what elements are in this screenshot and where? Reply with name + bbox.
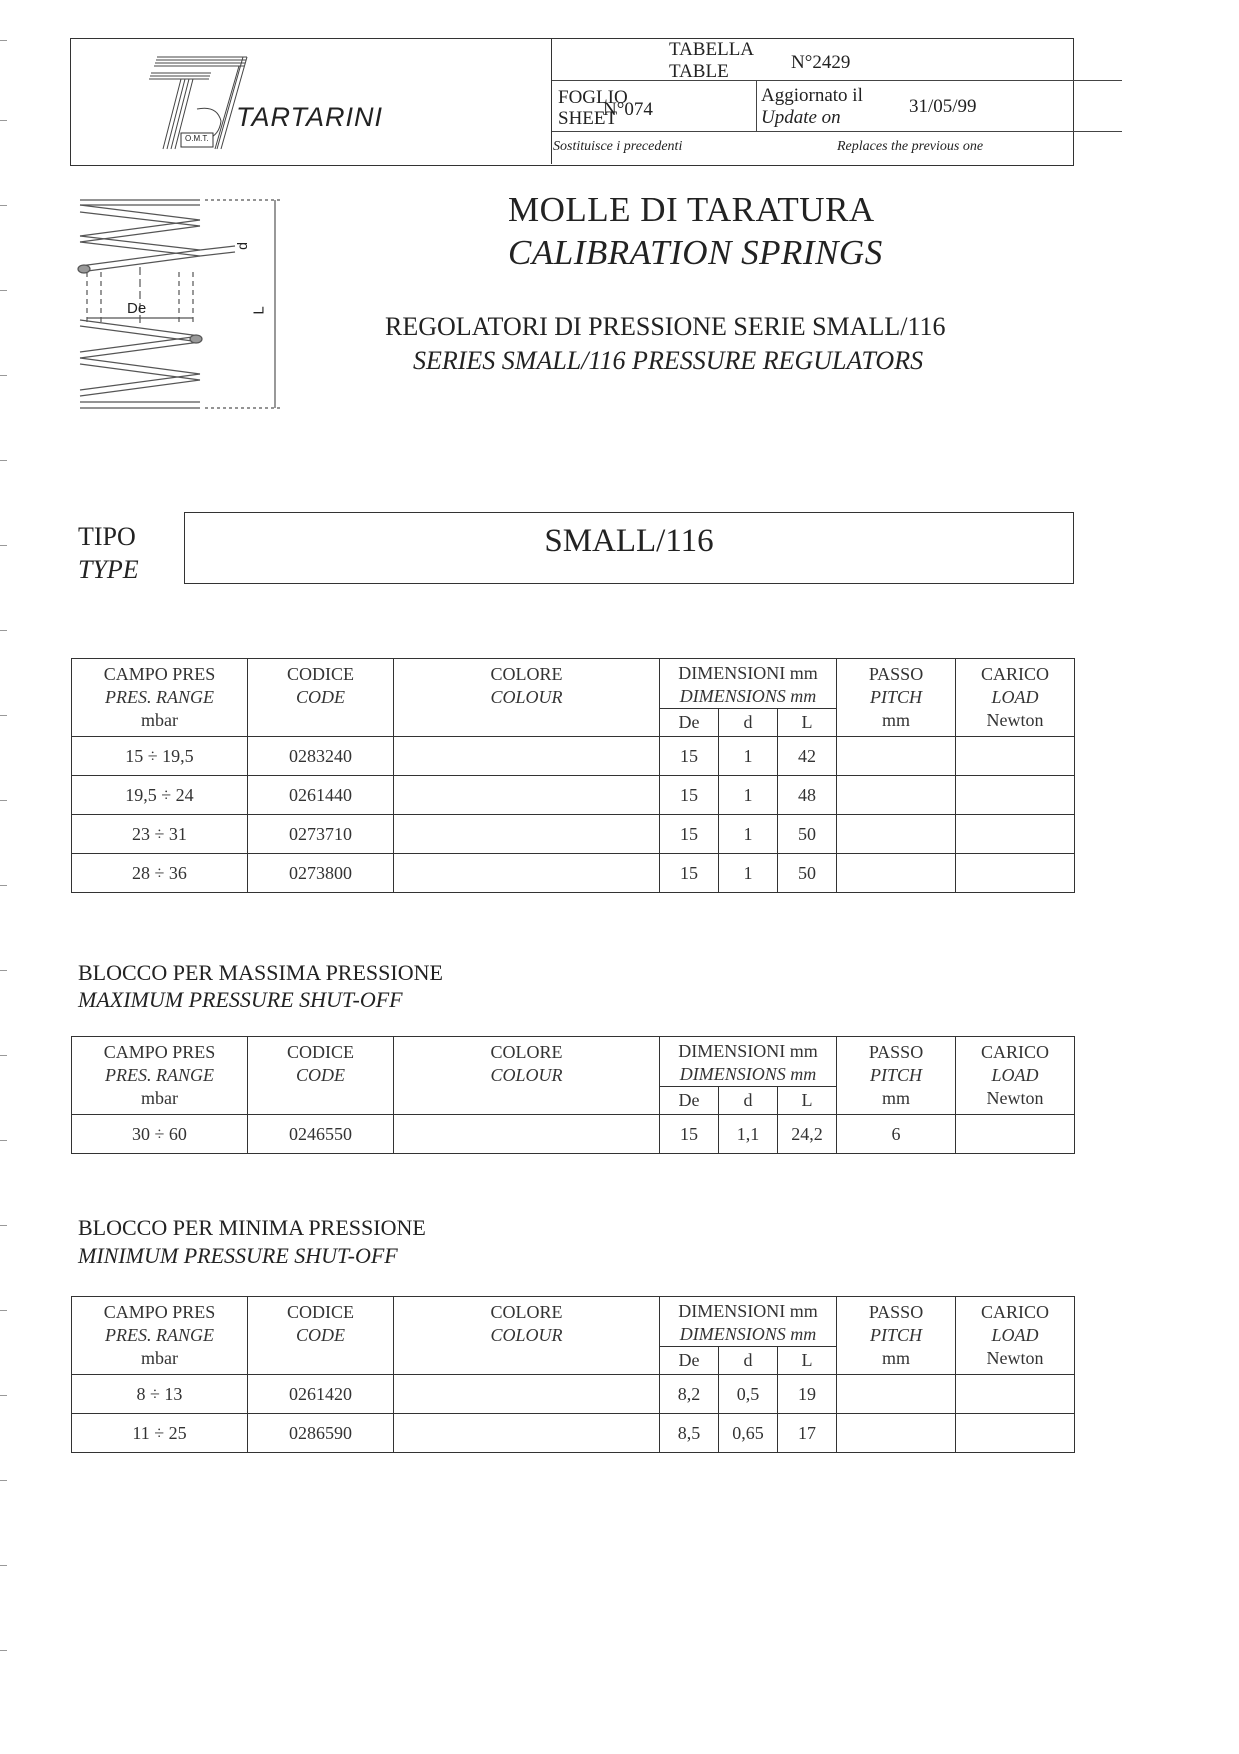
col-passo: [837, 1037, 956, 1115]
cell-pitch: [837, 776, 956, 815]
margin-tick: [0, 40, 7, 41]
col-carico: [956, 659, 1075, 737]
col-campo-it: CAMPO PRES: [103, 1042, 216, 1062]
cell-d: 1: [719, 815, 778, 854]
col-carico: [956, 1037, 1075, 1115]
col-carico-unit: Newton: [986, 710, 1044, 730]
cell-pitch: [837, 815, 956, 854]
margin-tick: [0, 1480, 7, 1481]
col-passo-en: PITCH: [870, 1065, 923, 1085]
cell-de: 15: [660, 737, 719, 776]
cell-pitch: [837, 737, 956, 776]
cell-de: 8,5: [660, 1414, 719, 1453]
col-carico-unit: Newton: [986, 1088, 1044, 1108]
cell-load: [956, 1414, 1075, 1453]
margin-tick: [0, 1055, 7, 1056]
table-header-row: [72, 659, 1075, 709]
col-codice: [248, 1297, 394, 1375]
margin-tick: [0, 1310, 7, 1311]
cell-code: 0261420: [248, 1375, 394, 1414]
sheet-label: SHEET: [558, 108, 618, 129]
col-passo-it: PASSO: [868, 1302, 924, 1322]
col-dim-it: DIMENSIONI mm: [678, 1301, 818, 1321]
col-dim-en: DIMENSIONS mm: [679, 1324, 817, 1344]
col-campo-unit: mbar: [141, 1088, 178, 1108]
col-colore-it: COLORE: [490, 664, 563, 684]
cell-colour: [394, 776, 660, 815]
table-row: [72, 1414, 1075, 1453]
margin-tick: [0, 460, 7, 461]
col-codice-en: CODE: [296, 687, 345, 707]
cell-load: [956, 854, 1075, 893]
cell-code: 0273710: [248, 815, 394, 854]
update-date: 31/05/99: [909, 96, 977, 117]
drawing-label-d: d: [233, 242, 250, 250]
cell-range: 30 ÷ 60: [72, 1115, 248, 1154]
col-colore-it: COLORE: [490, 1302, 563, 1322]
sostituisce-text: Sostituisce i precedenti: [553, 139, 683, 154]
cell-d: 0,65: [719, 1414, 778, 1453]
margin-tick: [0, 120, 7, 121]
col-campo-it: CAMPO PRES: [103, 664, 216, 684]
cell-de: 8,2: [660, 1375, 719, 1414]
col-dimensioni: [660, 659, 837, 709]
tabella-label: TABELLA: [669, 39, 755, 60]
margin-tick: [0, 970, 7, 971]
margin-tick: [0, 715, 7, 716]
col-codice: [248, 1037, 394, 1115]
col-d: d: [719, 709, 778, 737]
col-carico-it: CARICO: [981, 1302, 1050, 1322]
cell-d: 1: [719, 854, 778, 893]
cell-pitch: [837, 1375, 956, 1414]
col-campo-en: PRES. RANGE: [105, 1325, 214, 1345]
col-colore-it: COLORE: [490, 1042, 563, 1062]
col-codice-en: CODE: [296, 1325, 345, 1345]
foglio-number: N°074: [603, 99, 653, 120]
table-row: [72, 737, 1075, 776]
cell-code: 0273800: [248, 854, 394, 893]
col-campo: [72, 659, 248, 737]
cell-d: 1: [719, 737, 778, 776]
col-carico-it: CARICO: [981, 664, 1050, 684]
col-carico-en: LOAD: [991, 687, 1039, 707]
col-l: L: [778, 1347, 837, 1375]
col-codice: [248, 659, 394, 737]
table-row: [72, 776, 1075, 815]
cell-code: 0246550: [248, 1115, 394, 1154]
col-dimensioni: [660, 1297, 837, 1347]
cell-colour: [394, 1375, 660, 1414]
col-passo-unit: mm: [882, 1348, 911, 1368]
col-d: d: [719, 1087, 778, 1115]
col-campo-en: PRES. RANGE: [105, 687, 214, 707]
cell-colour: [394, 854, 660, 893]
margin-tick: [0, 1650, 7, 1651]
table-row: [72, 815, 1075, 854]
cell-l: 42: [778, 737, 837, 776]
cell-load: [956, 1375, 1075, 1414]
max-shutoff-table: [71, 1036, 1075, 1154]
col-passo-it: PASSO: [868, 1042, 924, 1062]
cell-d: 0,5: [719, 1375, 778, 1414]
col-carico-unit: Newton: [986, 1348, 1044, 1368]
col-passo-en: PITCH: [870, 687, 923, 707]
tipo-box: [184, 512, 1074, 584]
aggiornato-label: Aggiornato il: [761, 85, 863, 106]
margin-tick: [0, 545, 7, 546]
cell-load: [956, 776, 1075, 815]
col-passo-en: PITCH: [870, 1325, 923, 1345]
cell-d: 1,1: [719, 1115, 778, 1154]
cell-colour: [394, 1414, 660, 1453]
cell-de: 15: [660, 815, 719, 854]
cell-de: 15: [660, 854, 719, 893]
col-d: d: [719, 1347, 778, 1375]
table-row: [72, 854, 1075, 893]
cell-de: 15: [660, 776, 719, 815]
cell-load: [956, 1115, 1075, 1154]
section-max-title-en: MAXIMUM PRESSURE SHUT-OFF: [78, 987, 403, 1012]
col-colore-en: COLOUR: [490, 687, 563, 707]
margin-tick: [0, 1395, 7, 1396]
header-line: [552, 80, 1122, 81]
col-dim-en: DIMENSIONS mm: [679, 1064, 817, 1084]
col-colore: [394, 659, 660, 737]
col-campo: [72, 1037, 248, 1115]
section-max-title-it: BLOCCO PER MASSIMA PRESSIONE: [78, 960, 443, 985]
header-vline: [756, 81, 757, 131]
section-min-title-en: MINIMUM PRESSURE SHUT-OFF: [78, 1243, 398, 1268]
replaces-text: Replaces the previous one: [837, 139, 984, 154]
cell-l: 24,2: [778, 1115, 837, 1154]
foglio-label: FOGLIO: [558, 87, 628, 108]
tipo-label: TIPO: [78, 522, 136, 551]
cell-code: 0286590: [248, 1414, 394, 1453]
cell-l: 48: [778, 776, 837, 815]
cell-l: 50: [778, 854, 837, 893]
cell-range: 15 ÷ 19,5: [72, 737, 248, 776]
table-header-row: [72, 1297, 1075, 1347]
col-campo-it: CAMPO PRES: [103, 1302, 216, 1322]
cell-range: 19,5 ÷ 24: [72, 776, 248, 815]
cell-colour: [394, 737, 660, 776]
tipo-value: SMALL/116: [544, 523, 714, 559]
col-dim-en: DIMENSIONS mm: [679, 686, 817, 706]
section-min-title-it: BLOCCO PER MINIMA PRESSIONE: [78, 1215, 426, 1240]
col-carico-it: CARICO: [981, 1042, 1050, 1062]
col-de: De: [660, 1087, 719, 1115]
cell-range: 8 ÷ 13: [72, 1375, 248, 1414]
col-dim-it: DIMENSIONI mm: [678, 663, 818, 683]
cell-colour: [394, 815, 660, 854]
margin-tick: [0, 1565, 7, 1566]
cell-de: 15: [660, 1115, 719, 1154]
cell-pitch: 6: [837, 1115, 956, 1154]
cell-load: [956, 815, 1075, 854]
margin-tick: [0, 290, 7, 291]
col-colore: [394, 1037, 660, 1115]
type-label: TYPE: [78, 555, 139, 584]
margin-tick: [0, 205, 7, 206]
cell-l: 50: [778, 815, 837, 854]
col-l: L: [778, 1087, 837, 1115]
col-passo: [837, 1297, 956, 1375]
cell-range: 23 ÷ 31: [72, 815, 248, 854]
springs-table: [71, 658, 1075, 893]
col-carico-en: LOAD: [991, 1325, 1039, 1345]
col-passo-unit: mm: [882, 710, 911, 730]
margin-tick: [0, 1140, 7, 1141]
subtitle-en: SERIES SMALL/116 PRESSURE REGULATORS: [413, 346, 924, 375]
cell-colour: [394, 1115, 660, 1154]
col-de: De: [660, 1347, 719, 1375]
col-passo: [837, 659, 956, 737]
cell-pitch: [837, 1414, 956, 1453]
table-row: [72, 1115, 1075, 1154]
subtitle-it: REGOLATORI DI PRESSIONE SERIE SMALL/116: [385, 312, 946, 341]
col-dimensioni: [660, 1037, 837, 1087]
col-carico-en: LOAD: [991, 1065, 1039, 1085]
tabella-number: N°2429: [791, 52, 851, 73]
margin-tick: [0, 885, 7, 886]
col-colore: [394, 1297, 660, 1375]
cell-d: 1: [719, 776, 778, 815]
spring-drawing: [75, 192, 287, 428]
margin-tick: [0, 800, 7, 801]
col-colore-en: COLOUR: [490, 1065, 563, 1085]
drawing-label-l: L: [250, 306, 268, 315]
table-label: TABLE: [669, 61, 729, 82]
col-codice-it: CODICE: [287, 664, 354, 684]
col-campo: [72, 1297, 248, 1375]
title-en: CALIBRATION SPRINGS: [508, 233, 883, 272]
update-label: Update on: [761, 107, 841, 128]
col-carico: [956, 1297, 1075, 1375]
col-passo-it: PASSO: [868, 664, 924, 684]
cell-pitch: [837, 854, 956, 893]
col-de: De: [660, 709, 719, 737]
col-campo-unit: mbar: [141, 1348, 178, 1368]
header-line: [552, 131, 1122, 132]
col-colore-en: COLOUR: [490, 1325, 563, 1345]
cell-l: 17: [778, 1414, 837, 1453]
margin-tick: [0, 630, 7, 631]
col-campo-en: PRES. RANGE: [105, 1065, 214, 1085]
min-shutoff-table: [71, 1296, 1075, 1453]
table-row: [72, 1375, 1075, 1414]
cell-code: 0261440: [248, 776, 394, 815]
title-it: MOLLE DI TARATURA: [508, 190, 875, 229]
margin-tick: [0, 1225, 7, 1226]
cell-l: 19: [778, 1375, 837, 1414]
header-block: [70, 38, 1074, 166]
col-codice-it: CODICE: [287, 1042, 354, 1062]
col-passo-unit: mm: [882, 1088, 911, 1108]
col-l: L: [778, 709, 837, 737]
cell-load: [956, 737, 1075, 776]
margin-tick: [0, 375, 7, 376]
logo-omt-text: O.M.T.: [185, 134, 209, 143]
cell-range: 11 ÷ 25: [72, 1414, 248, 1453]
col-dim-it: DIMENSIONI mm: [678, 1041, 818, 1061]
brand-name: TARTARINI: [236, 102, 384, 132]
header-divider: [551, 39, 552, 164]
drawing-label-de: De: [127, 300, 147, 317]
col-codice-it: CODICE: [287, 1302, 354, 1322]
cell-range: 28 ÷ 36: [72, 854, 248, 893]
table-header-row: [72, 1037, 1075, 1087]
col-campo-unit: mbar: [141, 710, 178, 730]
cell-code: 0283240: [248, 737, 394, 776]
col-codice-en: CODE: [296, 1065, 345, 1085]
